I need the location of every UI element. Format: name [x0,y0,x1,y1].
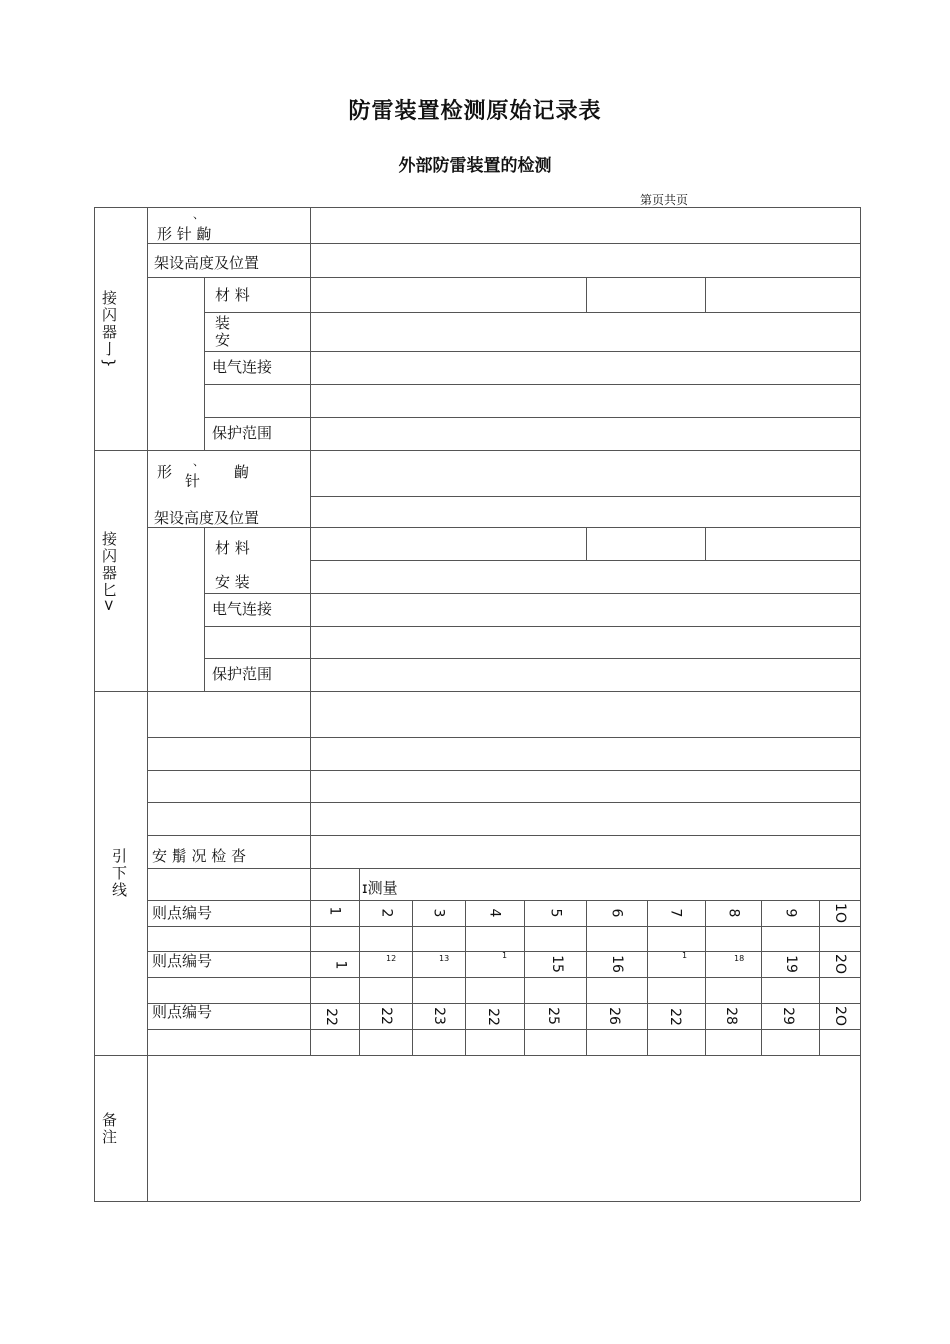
measure-point-cell: 5 [547,908,564,918]
electrical-connection-label-2: 电气连接 [212,600,273,618]
measure-point-cell: 1 [326,906,343,916]
install-label-1b: 安 [215,331,231,349]
height-position-label-1: 架设高度及位置 [154,254,260,272]
remarks-field[interactable] [148,1056,859,1200]
measure-point-cell: 1 [502,951,508,960]
measure-point-cell: 13 [439,954,450,963]
measure-point-cell: 22 [377,1007,394,1025]
measure-point-cell: 18 [734,954,745,963]
measure-point-cell: 1 [682,951,688,960]
install-check-label: 安 鬅 况 检 沓 [152,847,247,865]
measure-point-cell: 25 [544,1007,561,1025]
lightning-receptor-1-label: 接闪器亅} [100,290,118,370]
measure-point-cell: 12 [386,954,397,963]
measure-point-cell: 22 [666,1008,683,1026]
measurement-label: ɪ测量 [362,879,398,897]
measure-point-cell: 9 [782,908,799,918]
point-number-label-1: 则点编号 [152,904,213,922]
measure-point-cell: 22 [484,1008,501,1026]
protection-range-label-1: 保护范围 [212,424,273,442]
shape-mark-2: 、 [193,455,204,468]
measure-point-cell: 19 [782,955,799,973]
down-conductor-label: 引下线 [110,848,128,899]
measure-point-cell: 23 [430,1007,447,1025]
height-position-label-2: 架设高度及位置 [154,509,260,527]
shape-mark-1: 、 [193,208,204,221]
measure-point-cell: 7 [667,908,684,918]
protection-range-label-2: 保护范围 [212,665,273,683]
page-number-info: 第页共页 [640,193,689,207]
shape-label-2a: 形 [157,463,173,481]
material-label-1: 材 料 [215,286,250,304]
shape-label-2b: 针 [185,472,201,490]
page-title: 防雷装置检测原始记录表 [348,99,602,124]
shape-label-2c: 齣 [234,463,250,481]
install-label-1a: 装 [215,314,231,332]
measure-point-cell: 1O [831,903,848,923]
measure-point-cell: 29 [779,1007,796,1025]
measure-point-cell: 1 [332,960,349,970]
measure-point-cell: 3 [430,908,447,918]
measure-point-cell: 4 [486,908,503,918]
material-label-2: 材 料 [215,539,250,557]
page-subtitle: 外部防雷装置的检测 [398,156,552,176]
measure-point-cell: 2O [831,954,848,974]
install-label-2: 安 装 [215,573,250,591]
measure-point-cell: 2 [378,908,395,918]
point-number-label-3: 则点编号 [152,1003,213,1021]
measure-point-cell: 6 [608,908,625,918]
point-number-label-2: 则点编号 [152,952,213,970]
measure-point-cell: 15 [548,955,565,973]
measure-point-cell: 22 [322,1008,339,1026]
measure-point-cell: 26 [605,1007,622,1025]
lightning-receptor-2-label: 接闪器匕> [100,531,118,614]
measure-point-cell: 16 [608,955,625,973]
measure-point-cell: 8 [725,908,742,918]
measure-point-cell: 28 [722,1007,739,1025]
remarks-label: 备注 [100,1112,118,1146]
shape-label-1: 形 针 齣 [157,225,212,243]
electrical-connection-label-1: 电气连接 [212,358,273,376]
measure-point-cell: 2O [831,1006,848,1026]
